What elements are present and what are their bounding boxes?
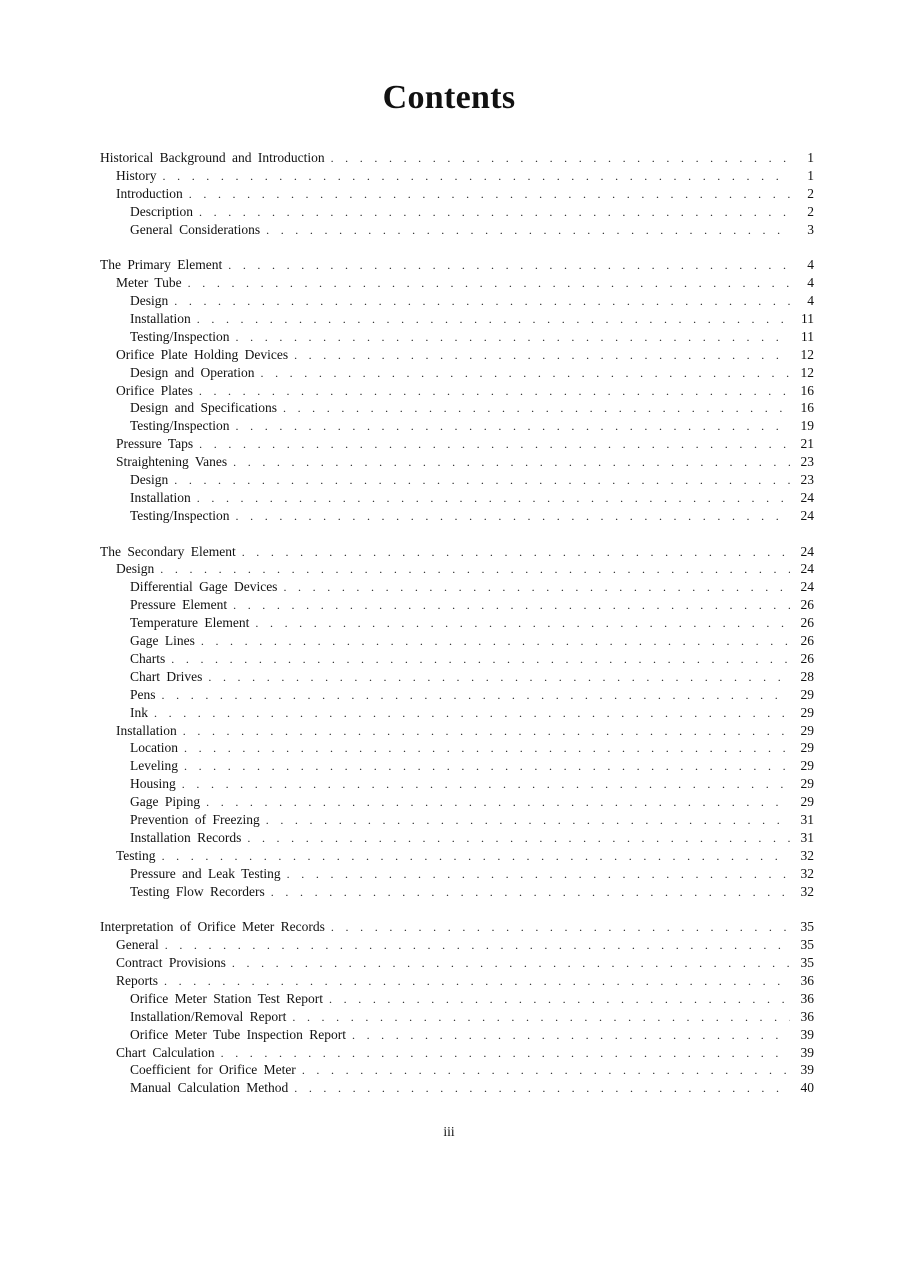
toc-entry[interactable] [100, 918, 814, 936]
dot-leader [206, 794, 790, 812]
dot-leader [174, 293, 790, 311]
dot-leader [283, 579, 790, 597]
toc-entry[interactable] [100, 543, 814, 561]
toc-entry-label: Historical Background and Introduction [100, 150, 325, 165]
toc-entry[interactable] [100, 722, 814, 740]
toc-entry[interactable] [100, 203, 814, 221]
dot-leader [189, 186, 790, 204]
dot-leader [266, 222, 790, 240]
toc-entry-page: 16 [800, 400, 814, 416]
dot-leader [160, 561, 790, 579]
toc-entry[interactable] [100, 883, 814, 901]
toc-entry-page: 11 [801, 328, 814, 344]
dot-leader [266, 812, 790, 830]
toc-entry-page: 21 [800, 436, 814, 452]
toc-entry-label: General Considerations [130, 221, 261, 237]
toc-entry-page: 4 [807, 257, 814, 273]
toc-entry-page: 31 [800, 829, 814, 845]
dot-leader [331, 919, 790, 937]
toc-entry-page: 36 [800, 972, 814, 988]
toc-entry-page: 29 [800, 722, 814, 738]
toc-entry[interactable] [100, 704, 814, 722]
dot-leader [228, 257, 790, 275]
toc-entry[interactable] [100, 596, 814, 614]
dot-leader [182, 776, 790, 794]
dot-leader [154, 705, 790, 723]
toc-entry-label: Orifice Plates [116, 382, 193, 398]
toc-entry-page: 28 [800, 668, 814, 684]
dot-leader [283, 400, 790, 418]
toc-entry[interactable] [100, 435, 814, 453]
toc-entry[interactable] [100, 650, 814, 668]
toc-entry-page: 12 [800, 346, 814, 362]
toc-entry[interactable] [100, 453, 814, 471]
toc-entry-label: Testing/Inspection [130, 328, 230, 344]
dot-leader [233, 454, 790, 472]
toc-entry-page: 29 [800, 740, 814, 756]
page-title: Contents [382, 79, 516, 116]
toc-entry-label: Pressure Element [130, 597, 228, 613]
toc-entry-label: Gage Lines [130, 633, 195, 649]
toc-entry-page: 32 [800, 865, 814, 881]
toc-entry-page: 39 [800, 1026, 814, 1042]
dot-leader [162, 687, 790, 705]
toc-entry[interactable] [100, 990, 814, 1008]
toc-entry-page: 2 [807, 185, 814, 201]
toc-entry-page: 11 [801, 311, 814, 327]
dot-leader [260, 365, 790, 383]
toc-entry-page: 3 [807, 221, 814, 237]
dot-leader [236, 508, 790, 526]
toc-entry-page: 39 [800, 1062, 814, 1078]
dot-leader [174, 472, 790, 490]
toc-entry-label: Interpretation of Orifice Meter Records [100, 919, 325, 935]
toc-entry[interactable] [100, 865, 814, 883]
toc-entry-label: Prevention of Freezing [130, 811, 260, 827]
toc-entry[interactable] [100, 829, 814, 847]
toc-entry-page: 24 [800, 489, 814, 505]
toc-entry-label: Design [130, 293, 169, 309]
dot-leader [331, 150, 790, 168]
dot-leader [292, 1009, 790, 1027]
table-of-contents [100, 149, 814, 1115]
dot-leader [232, 955, 790, 973]
toc-entry-label: Design [116, 561, 155, 577]
toc-entry-page: 24 [800, 543, 814, 559]
toc-entry-label: Manual Calculation Method [130, 1080, 289, 1096]
toc-entry[interactable] [100, 578, 814, 596]
dot-leader [302, 1062, 790, 1080]
toc-entry[interactable] [100, 775, 814, 793]
toc-entry-label: Gage Piping [130, 794, 201, 810]
toc-entry-label: Pressure Taps [116, 436, 194, 452]
dot-leader [236, 418, 790, 436]
toc-entry-page: 29 [800, 704, 814, 720]
toc-entry[interactable] [100, 847, 814, 865]
toc-entry-label: The Primary Element [100, 257, 223, 273]
toc-entry-label: Description [130, 203, 193, 219]
toc-entry-page: 4 [807, 293, 814, 309]
dot-leader [221, 1045, 790, 1063]
toc-entry-label: Meter Tube [116, 275, 182, 291]
toc-entry-label: Installation [130, 311, 191, 327]
toc-entry[interactable] [100, 328, 814, 346]
dot-leader [162, 848, 790, 866]
toc-entry[interactable] [100, 757, 814, 775]
toc-entry-page: 29 [800, 794, 814, 810]
toc-entry-label: Installation [130, 489, 191, 505]
toc-entry[interactable] [100, 471, 814, 489]
toc-entry[interactable] [100, 739, 814, 757]
toc-entry[interactable] [100, 560, 814, 578]
toc-entry-label: Testing Flow Recorders [130, 883, 265, 899]
toc-entry-page: 29 [800, 776, 814, 792]
toc-entry-page: 24 [800, 579, 814, 595]
toc-entry-label: Temperature Element [130, 615, 250, 631]
toc-entry-page: 32 [800, 883, 814, 899]
toc-entry[interactable] [100, 811, 814, 829]
dot-leader [201, 633, 790, 651]
toc-entry[interactable] [100, 346, 814, 364]
toc-entry-label: Chart Drives [130, 668, 203, 684]
toc-entry-page: 31 [800, 811, 814, 827]
toc-entry-page: 2 [807, 203, 814, 219]
toc-entry-label: Orifice Meter Station Test Report [130, 990, 324, 1006]
dot-leader [199, 383, 790, 401]
toc-entry-label: Installation/Removal Report [130, 1008, 287, 1024]
dot-leader [271, 884, 790, 902]
dot-leader [197, 311, 790, 329]
dot-leader [352, 1027, 790, 1045]
toc-entry-label: Housing [130, 776, 176, 792]
toc-entry-page: 29 [800, 758, 814, 774]
toc-entry[interactable] [100, 1008, 814, 1026]
dot-leader [188, 275, 790, 293]
dot-leader [184, 740, 790, 758]
toc-entry-label: Testing/Inspection [130, 418, 230, 434]
toc-entry[interactable] [100, 364, 814, 382]
toc-entry-page: 19 [800, 418, 814, 434]
dot-leader [294, 347, 790, 365]
toc-entry-page: 24 [800, 561, 814, 577]
toc-section [100, 543, 814, 901]
toc-entry-page: 26 [800, 615, 814, 631]
toc-entry-page: 40 [800, 1080, 814, 1096]
toc-entry-page: 36 [800, 990, 814, 1006]
dot-leader [165, 937, 790, 955]
dot-leader [255, 615, 790, 633]
toc-entry[interactable] [100, 167, 814, 185]
toc-entry[interactable] [100, 686, 814, 704]
dot-leader [164, 973, 790, 991]
toc-entry-page: 4 [807, 275, 814, 291]
dot-leader [287, 866, 790, 884]
toc-entry-page: 32 [800, 847, 814, 863]
toc-entry-label: Introduction [116, 185, 183, 201]
toc-entry-label: Pens [130, 686, 156, 702]
toc-entry-page: 16 [800, 382, 814, 398]
page-number: iii [443, 1124, 455, 1139]
toc-entry-page: 26 [800, 597, 814, 613]
dot-leader [247, 830, 790, 848]
dot-leader [233, 597, 790, 615]
toc-entry-label: Location [130, 740, 178, 756]
toc-entry[interactable] [100, 185, 814, 203]
toc-entry-page: 1 [807, 167, 814, 183]
toc-entry[interactable] [100, 614, 814, 632]
toc-entry[interactable] [100, 1044, 814, 1062]
dot-leader [199, 204, 790, 222]
toc-entry[interactable] [100, 954, 814, 972]
toc-entry[interactable] [100, 256, 814, 274]
toc-entry-label: Straightening Vanes [116, 454, 228, 470]
toc-entry-page: 1 [807, 150, 814, 165]
toc-entry[interactable] [100, 417, 814, 435]
toc-entry[interactable] [100, 1061, 814, 1079]
toc-entry-label: Coefficient for Orifice Meter [130, 1062, 296, 1078]
toc-entry-page: 23 [800, 472, 814, 488]
toc-entry-page: 35 [800, 919, 814, 935]
toc-entry[interactable] [100, 1026, 814, 1044]
toc-entry-label: Contract Provisions [116, 955, 226, 971]
toc-entry[interactable] [100, 221, 814, 239]
toc-entry-label: Leveling [130, 758, 178, 774]
toc-entry-page: 35 [800, 937, 814, 953]
toc-entry-label: The Secondary Element [100, 543, 236, 559]
dot-leader [197, 490, 790, 508]
toc-entry[interactable] [100, 310, 814, 328]
toc-entry-label: Differential Gage Devices [130, 579, 278, 595]
toc-entry-page: 36 [800, 1008, 814, 1024]
toc-entry-page: 12 [800, 364, 814, 380]
toc-entry[interactable] [100, 399, 814, 417]
toc-entry-label: Design and Operation [130, 364, 255, 380]
toc-entry[interactable] [100, 292, 814, 310]
toc-entry-label: Pressure and Leak Testing [130, 865, 281, 881]
toc-entry-label: Design [130, 472, 169, 488]
toc-entry-label: Design and Specifications [130, 400, 277, 416]
toc-entry[interactable] [100, 793, 814, 811]
toc-entry[interactable] [100, 936, 814, 954]
toc-section [100, 918, 814, 1097]
toc-entry-page: 26 [800, 650, 814, 666]
dot-leader [171, 651, 790, 669]
toc-entry-label: History [116, 167, 157, 183]
toc-entry-label: Testing/Inspection [130, 507, 230, 523]
toc-entry-page: 29 [800, 686, 814, 702]
toc-entry[interactable] [100, 668, 814, 686]
toc-entry-label: Charts [130, 650, 166, 666]
toc-section [100, 149, 814, 238]
toc-section [100, 256, 814, 524]
toc-entry-label: Orifice Meter Tube Inspection Report [130, 1026, 346, 1042]
toc-entry-page: 24 [800, 507, 814, 523]
toc-entry[interactable] [100, 632, 814, 650]
dot-leader [329, 991, 790, 1009]
toc-entry-page: 39 [800, 1044, 814, 1060]
toc-entry-label: Reports [116, 972, 158, 988]
toc-entry-label: General [116, 937, 159, 953]
toc-entry-label: Orifice Plate Holding Devices [116, 346, 289, 362]
toc-entry-page: 26 [800, 633, 814, 649]
toc-entry-label: Chart Calculation [116, 1044, 215, 1060]
toc-entry-label: Testing [116, 847, 156, 863]
dot-leader [294, 1080, 790, 1098]
dot-leader [208, 669, 790, 687]
toc-entry-label: Installation Records [130, 829, 242, 845]
toc-entry[interactable] [100, 489, 814, 507]
toc-entry[interactable] [100, 382, 814, 400]
toc-entry[interactable] [100, 149, 814, 167]
dot-leader [199, 436, 790, 454]
toc-entry[interactable] [100, 274, 814, 292]
toc-entry-page: 23 [800, 454, 814, 470]
toc-entry-label: Installation [116, 722, 177, 738]
toc-entry[interactable] [100, 972, 814, 990]
dot-leader [183, 723, 790, 741]
toc-entry-page: 35 [800, 955, 814, 971]
toc-entry[interactable] [100, 1079, 814, 1097]
dot-leader [236, 329, 790, 347]
dot-leader [242, 544, 790, 562]
dot-leader [184, 758, 790, 776]
toc-entry-label: Ink [130, 704, 148, 720]
toc-entry[interactable] [100, 507, 814, 525]
dot-leader [163, 168, 791, 186]
